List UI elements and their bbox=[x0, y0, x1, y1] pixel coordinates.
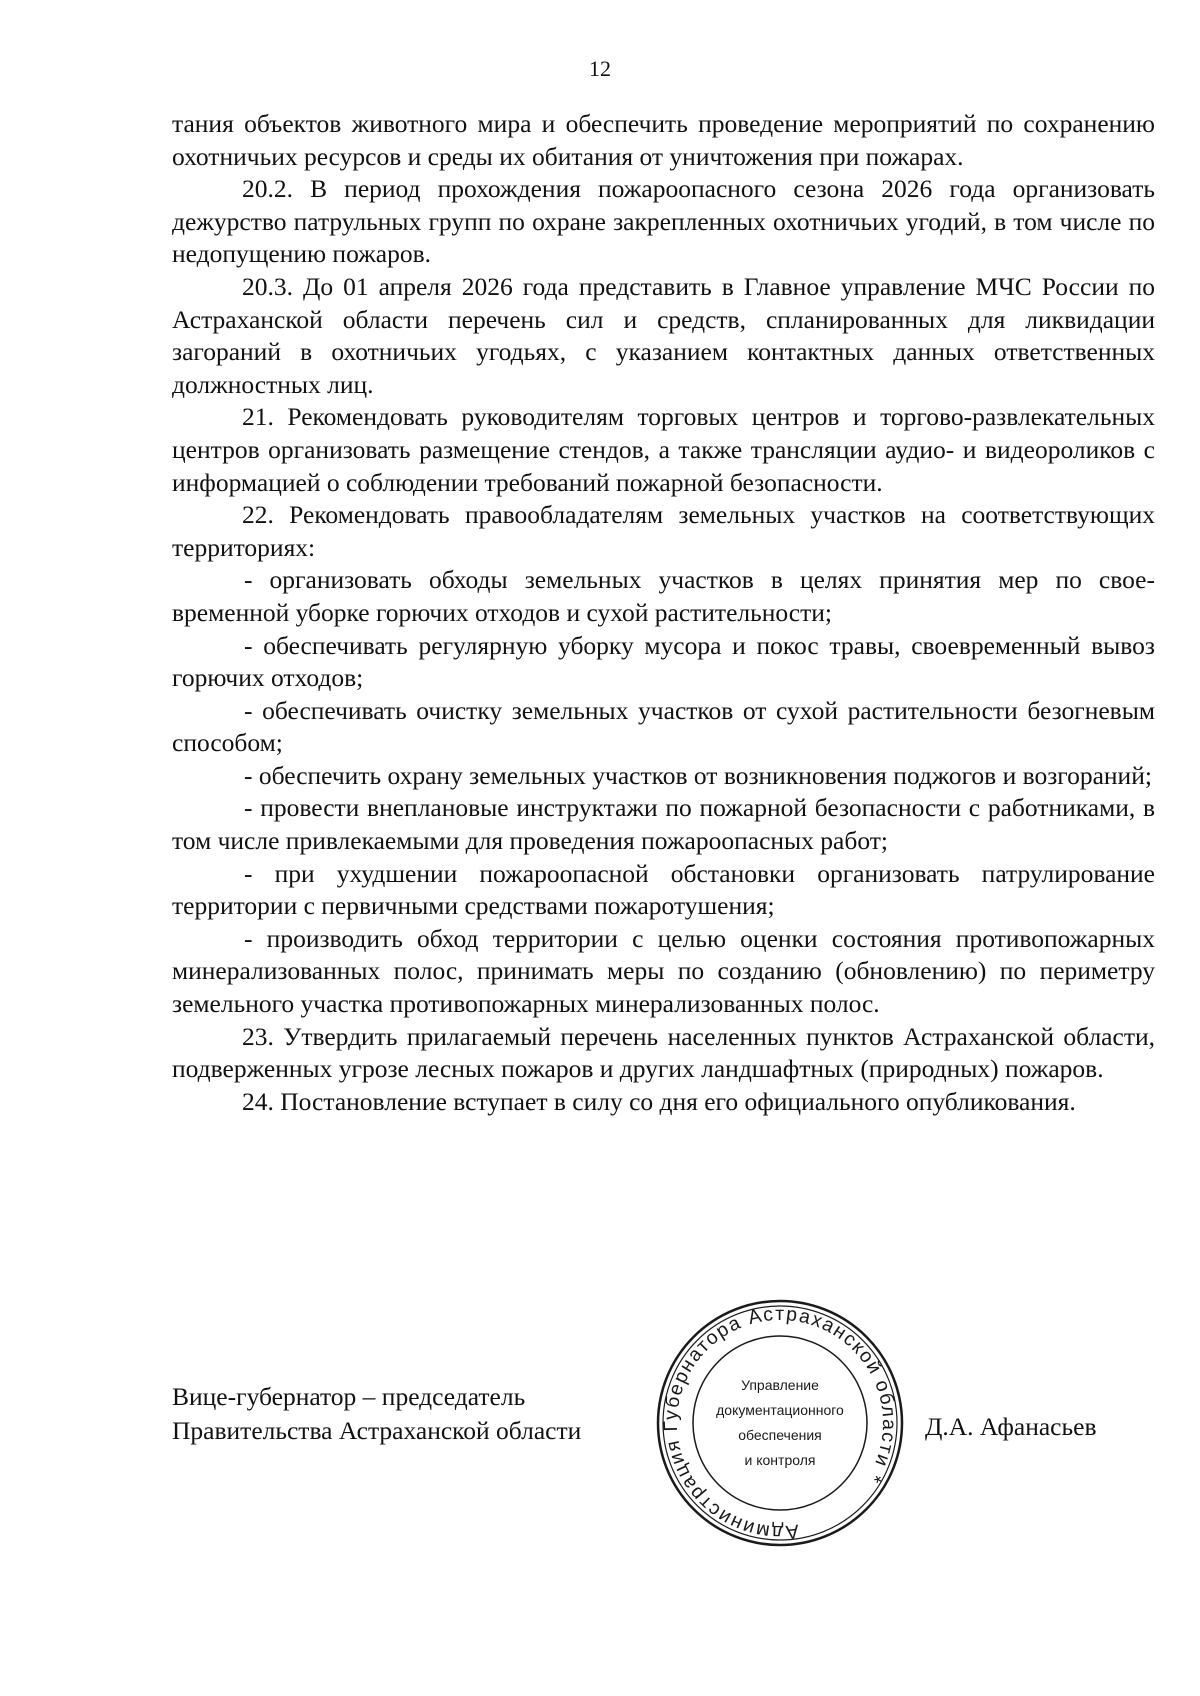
stamp-inner-ring bbox=[693, 1336, 867, 1510]
bullet-item: - обеспечивать регулярную уборку мусора и покос травы, своевременный вывоз горючих отходов; bbox=[172, 630, 1155, 693]
official-stamp bbox=[655, 1298, 905, 1548]
paragraph-item-23: 23. Утвердить прилагаемый перечень населенных пунктов Астраханской области, подверженных угрозе лесных пожаров и других ландшафтных (природных) пожаров. bbox=[172, 1021, 1155, 1084]
paragraph-item-21: 21. Рекомендовать руководителям торговых центров и торгово-развлекательных центров организовать размещение стендов, а также трансляции аудио- и видеороликов с информацией о соблюдении требований пожарной безопасности. bbox=[172, 402, 1155, 497]
bullet-item: - обеспечивать очистку земельных участков от сухой растительности безогневым способом; bbox=[172, 695, 1155, 758]
bullet-item: - при ухудшении пожароопасной обстановки организовать патрулирование территории с первичными средствами пожаротушения; bbox=[172, 858, 1155, 921]
bullet-item: - провести внеплановые инструктажи по пожарной безопасности с работниками, в том числе привлекаемыми для проведения пожароопасных работ; bbox=[172, 793, 1155, 856]
bullet-item: - производить обход территории с целью оценки состояния противопожарных минерализованных полос, принимать меры по созданию (обновлению) по периметру земельного участка противопожарных минерализованных полос. bbox=[172, 923, 1155, 1019]
paragraph-item-22: 22. Рекомендовать правообладателям земельных участков на соответствующих территориях: bbox=[172, 500, 1155, 562]
bullet-item: - обеспечить охрану земельных участков от возникновения поджогов и возгораний; bbox=[244, 760, 1152, 790]
stamp-ring-text: Администрация Губернатора Астраханской области * bbox=[659, 1302, 901, 1544]
signatory-position-line1: Вице-губернатор – председатель bbox=[172, 1382, 526, 1411]
signatory-position-line2: Правительства Астраханской области bbox=[172, 1416, 582, 1445]
stamp-center-line: документационного bbox=[716, 1402, 844, 1418]
paragraph-item-20-2: 20.2. В период прохождения пожароопасного сезона 2026 года организовать дежурство патрульных групп по охране закрепленных охотничьих угодий, в том числе по недопущению пожаров. bbox=[172, 174, 1155, 269]
signature-block bbox=[172, 1380, 581, 1448]
paragraph-continuation: тания объектов животного мира и обеспечить проведение мероприятий по сохранению охотничьих ресурсов и среды их обитания от уничтожения при пожарах. bbox=[172, 109, 1155, 171]
stamp-outer-ring bbox=[658, 1301, 902, 1545]
page-number: 12 bbox=[589, 56, 611, 81]
bullet-item: - организовать обходы земельных участков в целях принятия мер по своевременной уборке горючих отходов и сухой растительности; bbox=[172, 565, 1155, 627]
signatory-name: Д.А. Афанасьев bbox=[925, 1412, 1097, 1441]
paragraph-item-20-3: 20.3. До 01 апреля 2026 года представить в Главное управление МЧС России по Астраханской области перечень сил и средств, спланированных для ликвидации загораний в охотничьих угодьях, с указанием контактных данных ответственных должностных лиц. bbox=[172, 271, 1155, 399]
stamp-center-line: и контроля bbox=[744, 1452, 816, 1468]
paragraph-item-24: 24. Постановление вступает в силу со дня его официального опубликования. bbox=[242, 1086, 1076, 1116]
stamp-center-line: обеспечения bbox=[738, 1427, 822, 1443]
stamp-center-line: Управление bbox=[741, 1377, 819, 1393]
document-body bbox=[172, 108, 1155, 1118]
